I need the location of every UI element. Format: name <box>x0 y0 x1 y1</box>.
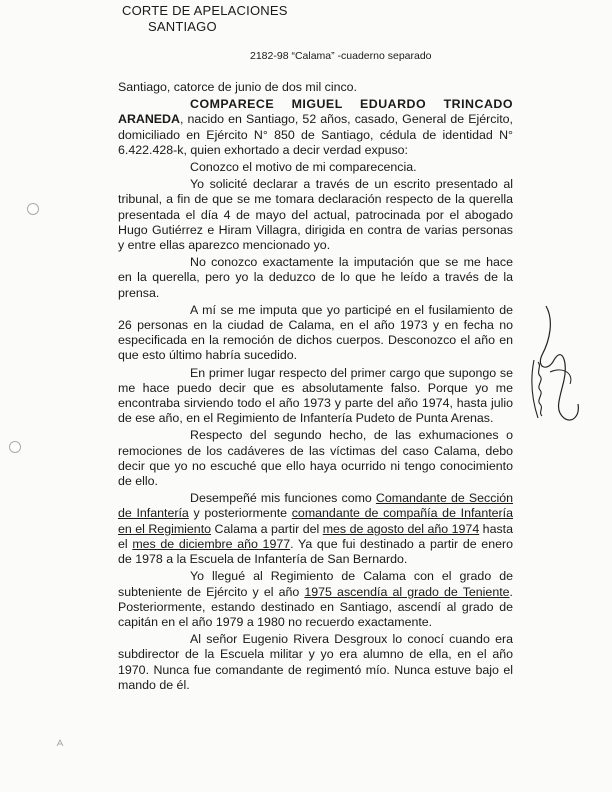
text-run: Calama a partir del <box>211 521 323 536</box>
case-reference: 2182-98 “Calama” -cuaderno separado <box>250 50 432 62</box>
underlined-text: mes de diciembre año 1977 <box>132 536 291 551</box>
date-line: Santiago, catorce de junio de dos mil cinco. <box>118 80 358 94</box>
text-run: Desempeñé mis funciones como <box>190 491 376 506</box>
underlined-text: mes de agosto del año 1974 <box>322 521 480 536</box>
paragraph: No conozco exactamente la imputación que se me hace en la querella, pero yo la deduzco de lo que he leído a través de la prensa. <box>118 255 513 300</box>
underlined-text: comandante de compañía de Infantería en el Regimiento <box>118 506 514 536</box>
underlined-text: Comandante de Sección de Infantería <box>118 491 513 521</box>
stray-mark-icon <box>55 738 65 748</box>
underlined-text: 1975 ascendía al grado de Teniente <box>304 584 510 599</box>
text-run: hasta el <box>118 521 513 551</box>
text-run: . Ya que fui destinado a partir de enero de 1978 a la Escuela de Infantería de San Bernardo. <box>118 536 513 567</box>
declaration-body <box>118 80 513 695</box>
declarant-surname: ARANEDA <box>118 112 180 127</box>
paragraph: A mí se me imputa que yo participé en el fusilamiento de 26 personas en la ciudad de Calama, en el año 1973 y en fecha no especificada en la remoción de dichos cuerpos. Desconozco el año en que esto último habría sucedido. <box>118 302 513 363</box>
text-run: y posteriormente <box>188 506 292 521</box>
declarant-name-line: COMPARECE MIGUEL EDUARDO TRINCADO <box>190 97 513 112</box>
court-header <box>122 3 288 35</box>
declarant-paragraph <box>118 112 513 158</box>
text-run: Yo llegué al Regimiento de Calama con el grado de subteniente de Ejército y el año <box>118 569 513 599</box>
paragraph: En primer lugar respecto del primer cargo que supongo se me hace puedo decir que es absolutamente falso. Porque yo me encontraba sirviendo todo el año 1973 y parte del año 1974, hasta julio de ese año, en el Regimiento de Infantería Pudeto de Punta Arenas. <box>118 365 513 426</box>
paragraph-functions <box>118 491 513 567</box>
paragraph: Yo solicité declarar a través de un escrito presentado al tribunal, a fin de que se me tomara declaración respecto de la querella presentada el día 4 de mayo del actual, patrocinada por el abogado Hugo Gutiérrez e Hiram Villagra, dirigida en contra de varias personas y entre ellas aparezco mencionado yo. <box>118 177 513 253</box>
court-name: CORTE DE APELACIONES <box>122 3 288 18</box>
paragraph: Conozco el motivo de mi comparecencia. <box>190 160 417 175</box>
handwritten-signature <box>524 300 584 430</box>
court-city: SANTIAGO <box>148 19 217 34</box>
punch-hole-icon <box>9 441 21 453</box>
punch-hole-icon <box>27 203 39 215</box>
paragraph-promotions <box>118 569 513 630</box>
declarant-details: , nacido en Santiago, 52 años, casado, General de Ejército, domiciliado en Ejército N° 850 de Santiago, cédula de identidad N° 6.422.428-k, quien exhortado a decir verdad expuso: <box>118 112 513 157</box>
paragraph: Al señor Eugenio Rivera Desgroux lo conocí cuando era subdirector de la Escuela militar y yo era alumno de ella, en el año 1970. Nunca fue comandante de regimentó mío. Nunca estuve bajo el mando de él. <box>118 632 513 692</box>
paragraph: Respecto del segundo hecho, de las exhumaciones o remociones de los cadáveres de las víctimas del caso Calama, debo decir que yo no escuché que ello haya ocurrido ni tengo conocimiento de ello. <box>118 428 513 489</box>
text-run: . Posteriormente, estando destinado en Santiago, ascendí al grado de capitán en el año 1979 a 1980 no recuerdo exactamente. <box>118 584 513 629</box>
